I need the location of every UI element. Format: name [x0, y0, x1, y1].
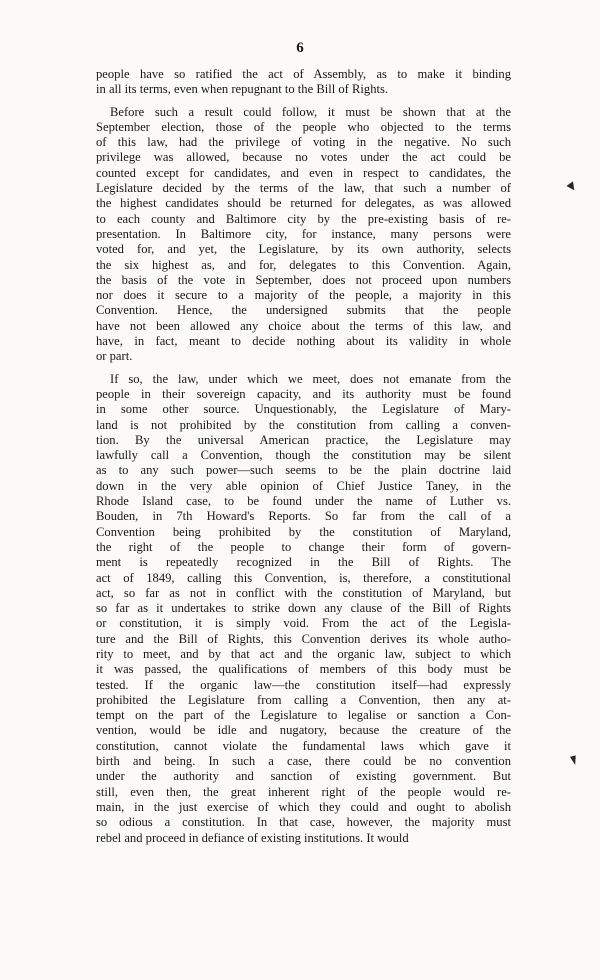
text-line: act of 1849, calling this Convention, is, therefore, a constitutional — [96, 570, 511, 585]
text-line: it was passed, the qualifications of members of this body must be — [96, 662, 511, 677]
text-line: have not been allowed any choice about the terms of this law, and — [96, 318, 511, 333]
text-line: the right of the people to change their form of govern- — [96, 539, 511, 554]
text-line: tempt on the part of the Legislature to legalise or sanction a Con- — [96, 708, 511, 723]
text-line: constitution, cannot violate the fundamental laws which gave it — [96, 738, 511, 753]
paragraph-spacer — [96, 98, 511, 105]
text-line: Convention being prohibited by the constitution of Maryland, — [96, 524, 511, 539]
text-line: down in the very able opinion of Chief Justice Taney, in the — [96, 478, 511, 493]
text-line: so far as it undertakes to strike down any clause of the Bill of Rights — [96, 601, 511, 616]
paragraph-continuation — [96, 67, 511, 98]
text-line: the highest candidates should be returned for delegates, as was allowed — [96, 196, 511, 211]
text-line: the six highest as, and for, delegates to this Convention. Again, — [96, 257, 511, 272]
paragraph-law-authority — [96, 372, 511, 846]
text-line: or constitution, it is simply void. From the act of the Legisla- — [96, 616, 511, 631]
text-line: presentation. In Baltimore city, for instance, many persons were — [96, 226, 511, 241]
text-line: vention, would be idle and nugatory, because the creature of the — [96, 723, 511, 738]
body-text — [96, 67, 511, 846]
text-line: rebel and proceed in defiance of existing institutions. It would — [96, 830, 409, 845]
text-line: the basis of the vote in September, does not proceed upon numbers — [96, 272, 511, 287]
text-line: Convention. Hence, the undersigned submits that the people — [96, 303, 511, 318]
text-line: act, so far as not in conflict with the constitution of Maryland, but — [96, 585, 511, 600]
text-line: voted for, and yet, the Legislature, by its own authority, selects — [96, 242, 511, 257]
text-line: so odious a constitution. In that case, however, the majority must — [96, 815, 511, 830]
paragraph-september-election — [96, 105, 511, 365]
paragraph-spacer — [96, 365, 511, 372]
text-line: land is not prohibited by the constitution from calling a conven- — [96, 417, 511, 432]
text-line: people in their sovereign capacity, and its authority must be found — [96, 386, 511, 401]
text-line: or part. — [96, 349, 133, 364]
text-line: tested. If the organic law—the constitution itself—had expressly — [96, 677, 511, 692]
text-line: still, even then, the great inherent right of the people would re- — [96, 784, 511, 799]
page-number: 6 — [296, 40, 304, 56]
text-line: prohibited the Legislature from calling a Convention, then any at- — [96, 692, 511, 707]
text-line: in some other source. Unquestionably, the Legislature of Mary- — [96, 402, 511, 417]
text-line: as to any such power—such seems to be the plain doctrine laid — [96, 463, 511, 478]
text-line: Legislature decided by the terms of the law, that such a number of — [96, 181, 511, 196]
text-line: ture and the Bill of Rights, this Convention derives its whole autho- — [96, 631, 511, 646]
margin-ink-mark — [570, 755, 578, 765]
text-line: Rhode Island case, to be found under the name of Luther vs. — [96, 494, 511, 509]
text-line: Before such a result could follow, it must be shown that at the — [110, 104, 511, 119]
text-line: birth and being. In such a case, there could be no convention — [96, 754, 511, 769]
text-line: rity to meet, and by that act and the organic law, subject to which — [96, 646, 511, 661]
text-line: privilege was allowed, because no votes under the act could be — [96, 150, 511, 165]
text-line: tion. By the universal American practice, the Legislature may — [96, 432, 511, 447]
text-line: have, in fact, meant to decide nothing about its validity in whole — [96, 334, 511, 349]
text-line: If so, the law, under which we meet, does not emanate from the — [110, 371, 511, 386]
text-line: nor does it secure to a majority of the people, a majority in this — [96, 288, 511, 303]
text-line: Bouden, in 7th Howard's Reports. So far from the call of a — [96, 509, 511, 524]
text-line: under the authority and sanction of existing government. But — [96, 769, 511, 784]
margin-ink-mark — [566, 181, 577, 192]
text-line: in all its terms, even when repugnant to the Bill of Rights. — [96, 82, 389, 97]
text-line: September election, those of the people who objected to the terms — [96, 119, 511, 134]
text-line: to each county and Baltimore city by the pre-existing basis of re- — [96, 211, 511, 226]
text-line: of this law, had the privilege of voting in the negative. No such — [96, 135, 511, 150]
text-line: counted except for candidates, and even in respect to candidates, the — [96, 165, 511, 180]
text-line: main, in the just exercise of which they could and ought to abolish — [96, 799, 511, 814]
text-line: ment is repeatedly recognized in the Bill of Rights. The — [96, 555, 511, 570]
text-line: lawfully call a Convention, though the constitution may be silent — [96, 448, 511, 463]
text-line: people have so ratified the act of Assembly, as to make it binding — [96, 67, 511, 81]
